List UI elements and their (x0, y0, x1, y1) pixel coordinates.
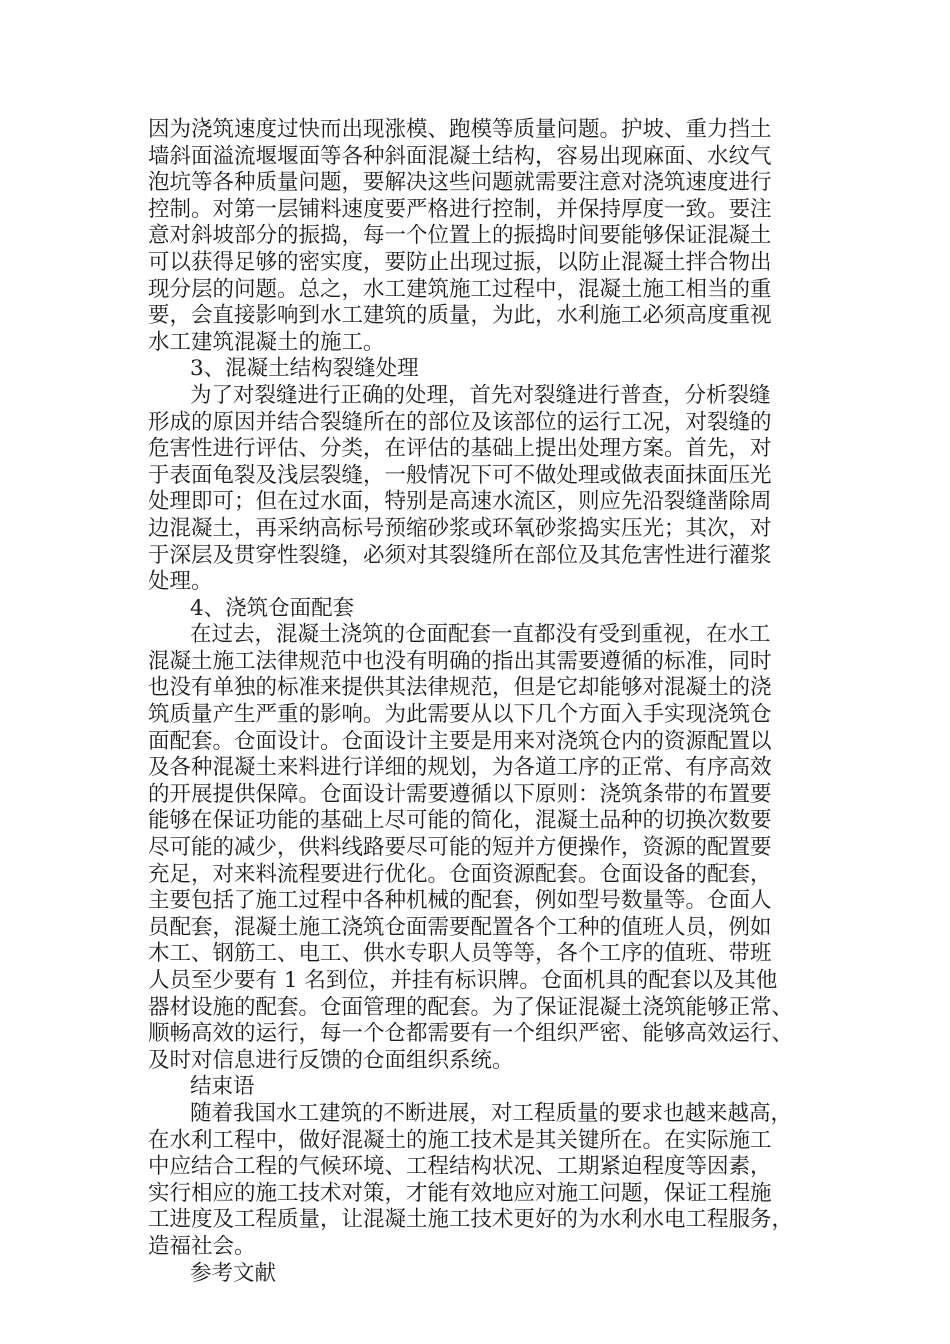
text-line: 在水利工程中，做好混凝土的施工技术是其关键所在。在实际施工 (148, 1127, 772, 1153)
text-line: 因为浇筑速度过快而出现涨模、跑模等质量问题。护坡、重力挡土 (148, 117, 772, 142)
text-line: 的开展提供保障。仓面设计需要遵循以下原则：浇筑条带的布置要 (148, 781, 772, 807)
text-line: 实行相应的施工技术对策，才能有效地应对施工问题，保证工程施 (148, 1180, 772, 1206)
text-line: 4、浇筑仓面配套 (190, 595, 355, 621)
text-line: 员配套，混凝土施工浇筑仓面需要配置各个工种的值班人员，例如 (148, 914, 772, 940)
text-line: 形成的原因并结合裂缝所在的部位及该部位的运行工况，对裂缝的 (148, 409, 772, 435)
text-line: 水工建筑混凝土的施工。 (148, 329, 385, 355)
text-line: 在过去，混凝土浇筑的仓面配套一直都没有受到重视，在水工 (190, 622, 771, 648)
text-line: 于深层及贯穿性裂缝，必须对其裂缝所在部位及其危害性进行灌浆 (148, 542, 772, 568)
text-line: 可以获得足够的密实度，要防止出现过振，以防止混凝土拌合物出 (148, 249, 772, 275)
text-line: 人员至少要有 1 名到位，并挂有标识牌。仓面机具的配套以及其他 (148, 968, 778, 993)
text-line: 随着我国水工建筑的不断进展，对工程质量的要求也越来越高， (190, 1100, 793, 1126)
text-line: 控制。对第一层铺料速度要严格进行控制，并保持厚度一致。要注 (148, 196, 772, 222)
text-line: 面配套。仓面设计。仓面设计主要是用来对浇筑仓内的资源配置以 (148, 728, 772, 754)
paragraph (148, 383, 796, 596)
text-line: 能够在保证功能的基础上尽可能的简化，混凝土品种的切换次数要 (148, 808, 772, 834)
text-line: 也没有单独的标准来提供其法律规范，但是它却能够对混凝土的浇 (148, 675, 772, 701)
text-line: 危害性进行评估、分类，在评估的基础上提出处理方案。首先，对 (148, 436, 772, 462)
text-line: 尽可能的减少，供料线路要尽可能的短并方便操作，资源的配置要 (148, 835, 772, 861)
text-line: 及各种混凝土来料进行详细的规划，为各道工序的正常、有序高效 (148, 755, 772, 781)
section-heading (148, 1261, 796, 1288)
text-line: 为了对裂缝进行正确的处理，首先对裂缝进行普查，分析裂缝 (190, 382, 771, 408)
text-line: 墙斜面溢流堰堰面等各种斜面混凝土结构，容易出现麻面、水纹气 (148, 143, 772, 169)
text-line: 意对斜坡部分的振捣，每一个位置上的振捣时间要能够保证混凝土 (148, 223, 772, 249)
text-line: 主要包括了施工过程中各种机械的配套，例如型号数量等。仓面人 (148, 888, 772, 914)
document-body (148, 117, 796, 1287)
paragraph (148, 117, 796, 356)
section-heading (148, 596, 796, 623)
text-line: 中应结合工程的气候环境、工程结构状况、工期紧迫程度等因素， (148, 1154, 772, 1180)
text-line: 工进度及工程质量，让混凝土施工技术更好的为水利水电工程服务， (148, 1207, 794, 1233)
text-line: 顺畅高效的运行，每一个仓都需要有一个组织严密、能够高效运行、 (148, 1021, 794, 1047)
paragraph (148, 622, 796, 1074)
text-line: 于表面龟裂及浅层裂缝，一般情况下可不做处理或做表面抹面压光 (148, 462, 772, 488)
text-line: 木工、钢筋工、电工、供水专职人员等等，各个工序的值班、带班 (148, 941, 772, 967)
text-line: 筑质量产生严重的影响。为此需要从以下几个方面入手实现浇筑仓 (148, 702, 772, 728)
text-line: 处理。 (148, 569, 213, 595)
text-line: 造福社会。 (148, 1233, 256, 1259)
text-line: 器材设施的配套。仓面管理的配套。为了保证混凝土浇筑能够正常、 (148, 994, 794, 1020)
text-line: 混凝土施工法律规范中也没有明确的指出其需要遵循的标准，同时 (148, 648, 772, 674)
section-heading (148, 356, 796, 383)
text-line: 结束语 (190, 1074, 255, 1100)
text-line: 现分层的问题。总之，水工建筑施工过程中，混凝土施工相当的重 (148, 276, 772, 302)
paragraph (148, 1101, 796, 1261)
text-line: 3、混凝土结构裂缝处理 (190, 356, 419, 382)
text-line: 边混凝土，再采纳高标号预缩砂浆或环氧砂浆捣实压光；其次，对 (148, 515, 772, 541)
text-line: 及时对信息进行反馈的仓面组织系统。 (148, 1047, 514, 1073)
text-line: 参考文献 (190, 1260, 277, 1286)
text-line: 充足，对来料流程要进行优化。仓面资源配套。仓面设备的配套， (148, 861, 772, 887)
section-heading (148, 1074, 796, 1101)
text-line: 要，会直接影响到水工建筑的质量，为此，水利施工必须高度重视 (148, 303, 772, 329)
text-line: 泡坑等各种质量问题，要解决这些问题就需要注意对浇筑速度进行 (148, 170, 772, 196)
text-line: 处理即可；但在过水面，特别是高速水流区，则应先沿裂缝凿除周 (148, 489, 772, 515)
